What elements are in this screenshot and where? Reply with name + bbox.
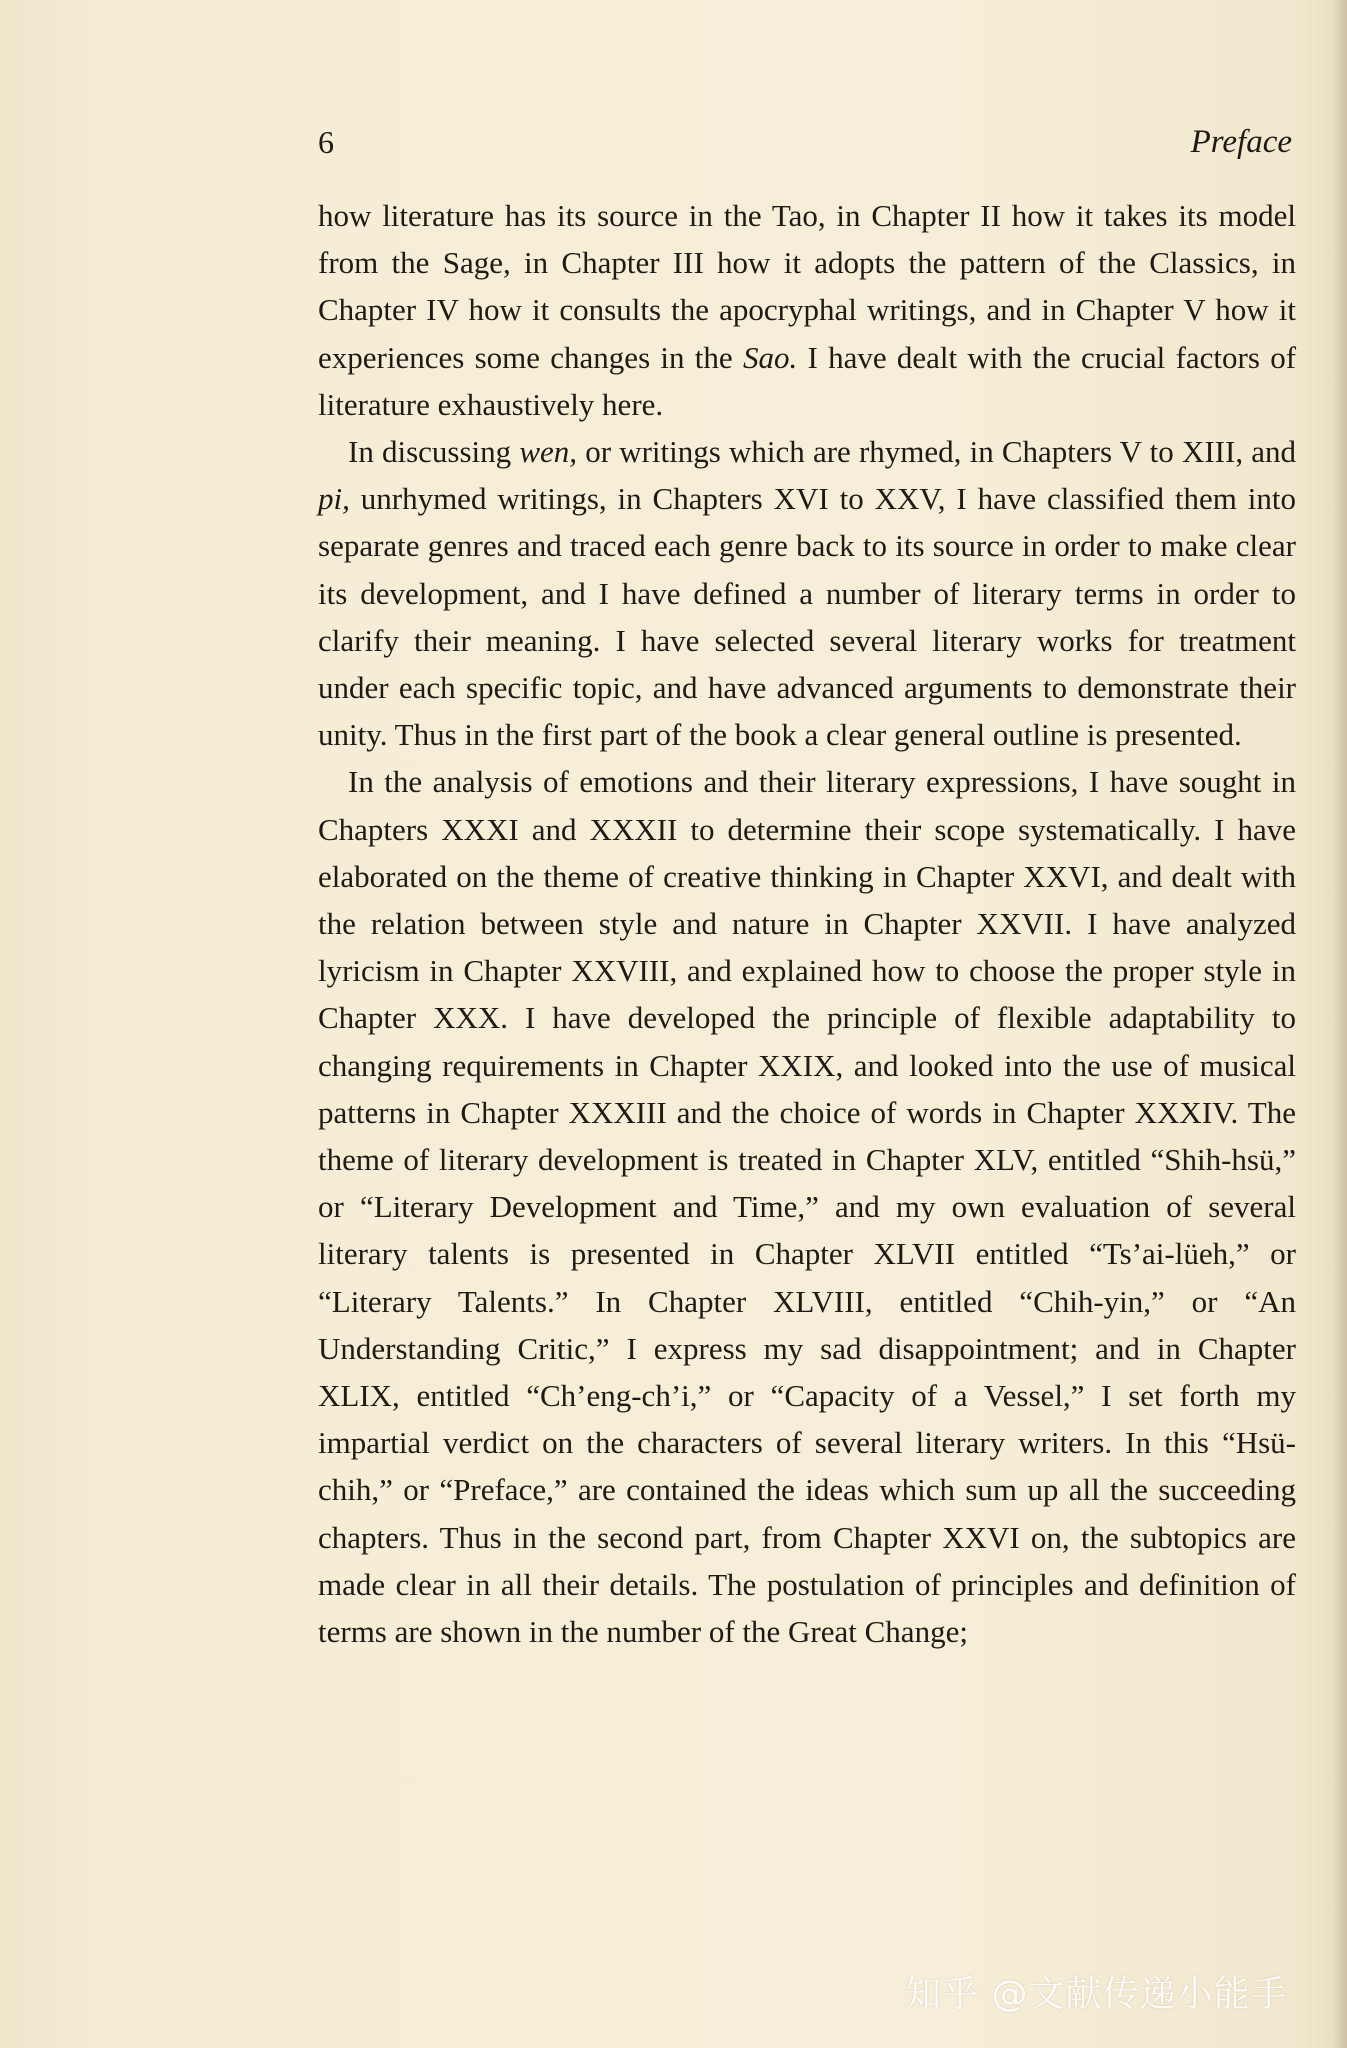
zhihu-watermark: 知乎 @文献传递小能手 — [905, 1974, 1288, 2015]
running-head: Preface — [1190, 124, 1292, 160]
paragraph-genres — [318, 428, 1296, 758]
sao-italic-term: Sao. — [742, 339, 798, 375]
paragraph-2-lead: In discussing — [348, 434, 520, 469]
page-edge-shadow — [1333, 0, 1347, 2048]
wen-italic-term: wen, — [519, 434, 578, 469]
paragraph-continuation — [318, 192, 1296, 428]
pi-italic-term: pi, — [318, 481, 350, 517]
page-number: 6 — [318, 124, 334, 160]
body-text — [318, 192, 1296, 1655]
paragraph-emotions: In the analysis of emotions and their literary expressions, I have sought in Chapters XXXI and XXXII to determine their scope systematically. I have elaborated on the theme of creative thinking in Chapter XXVI, and dealt with the relation between style and nature in Chapter XXVII. I have analyzed lyricism in Chapter XXVIII, and explained how to choose the proper style in Chapter XXX. I have developed the principle of flexible adaptability to changing requirements in Chapter XXIX, and looked into the use of musical patterns in Chapter XXXIII and the choice of words in Chapter XXXIV. The theme of literary development is treated in Chapter XLV, entitled “Shih-hsü,” or “Literary Development and Time,” and my own evaluation of several literary talents is presented in Chapter XLVII entitled “Ts’ai-lüeh,” or “Literary Talents.” In Chapter XLVIII, entitled “Chih-yin,” or “An Understanding Critic,” I express my sad disappointment; and in Chapter XLIX, entitled “Ch’eng-ch’i,” or “Capacity of a Vessel,” I set forth my impartial verdict on the characters of several literary writers. In this “Hsü-chih,” or “Preface,” are contained the ideas which sum up all the succeeding chapters. Thus in the second part, from Chapter XXVI on, the subtopics are made clear in all their details. The postulation of principles and definition of terms are shown in the number of the Great Change; — [318, 764, 1296, 1650]
paragraph-1-text: how literature has its source in the Tao, in Chapter II how it takes its model from the Sage, in Chapter III how it adopts the pattern of the Classics, in Chapter IV how it consults the apocryphal writings, and in Chapter V how it experiences some changes in the — [318, 198, 1296, 375]
paragraph-2-tail: unrhymed writings, in Chapters XVI to XXV, I have classified them into separate genres and traced each genre back to its source in order to make clear its development, and I have defined a number of literary terms in order to clarify their meaning. I have selected several literary works for treatment under each specific topic, and have advanced arguments to demonstrate their unity. Thus in the first part of the book a clear general outline is presented. — [318, 481, 1296, 753]
paragraph-2-mid: or writings which are rhymed, in Chapters V to XIII, and — [577, 434, 1297, 469]
page-header — [318, 124, 1296, 174]
paragraph-1-tail: I have dealt with the crucial factors of literature exhaustively here. — [318, 339, 1297, 422]
